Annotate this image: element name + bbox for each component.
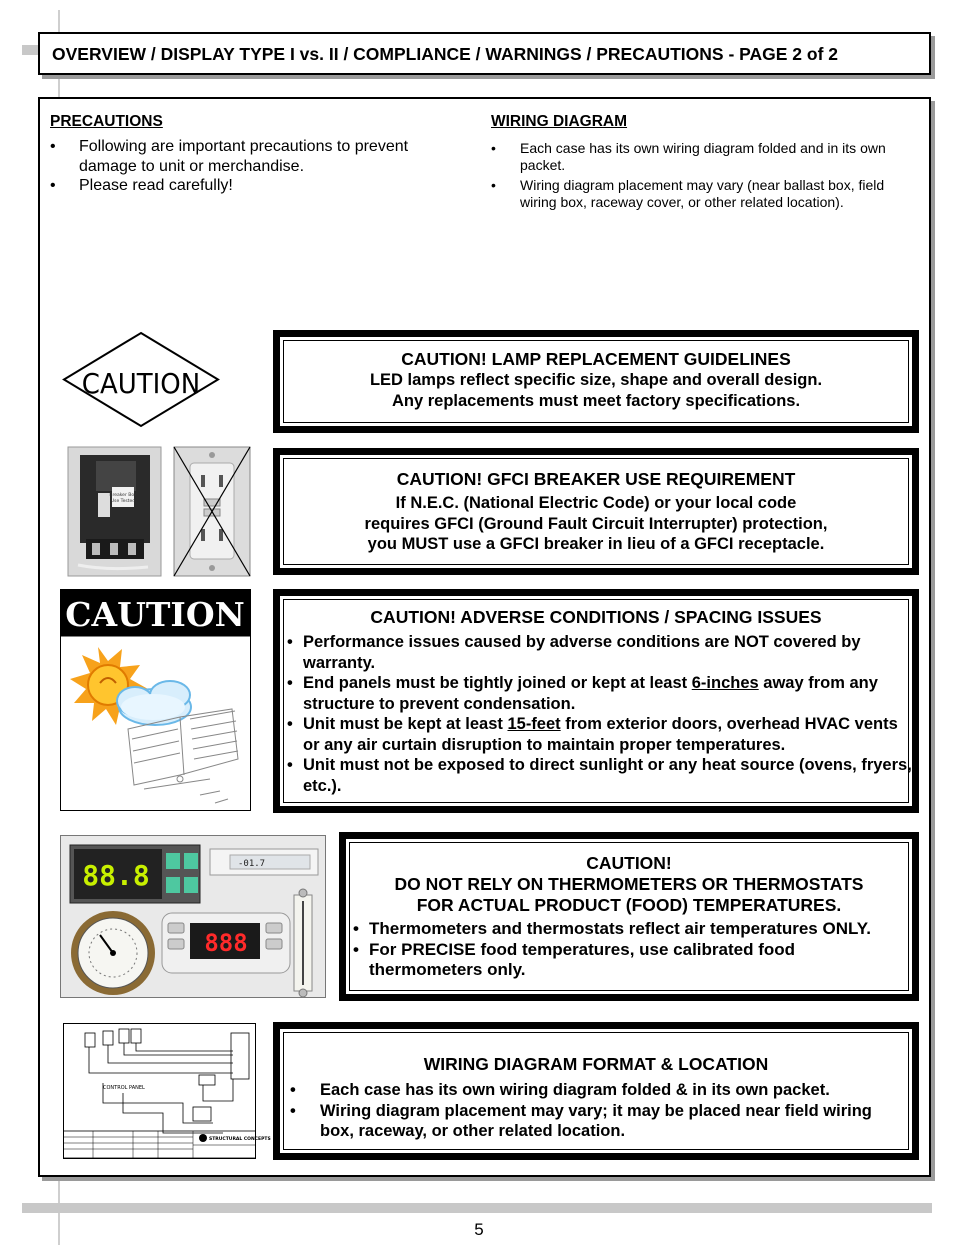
thermo-box-title xyxy=(346,853,912,916)
adverse-conditions-caution-box xyxy=(273,589,919,813)
wiring-box-list xyxy=(290,1080,910,1142)
wiring-diagram-heading: WIRING DIAGRAM xyxy=(491,113,628,130)
wiring-box-title-text: WIRING DIAGRAM FORMAT & LOCATION xyxy=(423,1054,769,1074)
wiring-diagram-thumbnail xyxy=(63,1023,271,1159)
adverse-item: • Performance issues caused by adverse conditions are NOT covered by warranty. xyxy=(287,632,913,673)
adverse-conditions-illustration xyxy=(60,589,251,811)
bottom-rule xyxy=(22,1203,932,1213)
lamp-box-text xyxy=(280,348,912,411)
red-display-text: 888 xyxy=(204,929,248,957)
adverse-box-list xyxy=(287,632,913,796)
small-thermostat-text: -01.7 xyxy=(238,859,266,869)
precaution-item: • Please read carefully! xyxy=(50,176,460,196)
lamp-replacement-caution-box xyxy=(273,330,919,433)
small-thermostat-icon xyxy=(210,849,318,875)
precaution-item: • Following are important precautions to prevent damage to unit or merchandise. xyxy=(50,137,460,176)
adverse-item xyxy=(287,714,913,755)
page-number: 5 xyxy=(474,1220,484,1239)
wiring-box-title xyxy=(280,1053,912,1075)
adverse-item-text: away from any structure to prevent condensation. xyxy=(303,674,878,713)
thermo-box-line: CAUTION! xyxy=(586,853,672,873)
precautions-heading: PRECAUTIONS xyxy=(50,113,163,130)
thermo-box-line: DO NOT RELY ON THERMOMETERS OR THERMOSTATS xyxy=(394,874,864,894)
wiring-diagram-list xyxy=(491,140,921,214)
thermostat-photos xyxy=(60,835,326,998)
wiring-format-item: • Each case has its own wiring diagram folded & in its own packet. xyxy=(290,1080,910,1101)
thermo-item: • For PRECISE food temperatures, use calibrated food thermometers only. xyxy=(353,940,913,981)
lamp-box-line: LED lamps reflect specific size, shape and overall design. xyxy=(369,371,823,389)
digital-controller-icon xyxy=(70,845,200,903)
gfci-breaker-photo xyxy=(68,447,161,576)
adverse-item: • Unit must not be exposed to direct sunlight or any heat source (ovens, fryers, etc.). xyxy=(287,755,913,796)
adverse-box-title xyxy=(280,606,912,628)
caution-sign-text: CAUTION xyxy=(81,368,201,401)
red-display-controller-icon xyxy=(162,913,290,973)
control-panel-label: CONTROL PANEL xyxy=(103,1085,145,1091)
caution-diamond-sign xyxy=(62,332,220,427)
controller-display-text: 88.8 xyxy=(82,859,150,892)
wiring-format-box xyxy=(273,1022,919,1160)
adverse-box-title-text: CAUTION! ADVERSE CONDITIONS / SPACING ISSUES xyxy=(370,607,822,627)
gfci-box-text xyxy=(280,468,912,555)
thermo-box-line: FOR ACTUAL PRODUCT (FOOD) TEMPERATURES. xyxy=(416,895,842,915)
thermo-item: • Thermometers and thermostats reflect air temperatures ONLY. xyxy=(353,919,913,940)
gfci-requirement-caution-box xyxy=(273,448,919,575)
page-title: OVERVIEW / DISPLAY TYPE I vs. II / COMPLIANCE / WARNINGS / PRECAUTIONS - PAGE 2 of 2 xyxy=(52,44,839,64)
thermo-box-list xyxy=(353,919,913,981)
dial-thermometer-icon xyxy=(71,911,155,995)
wiring-thumb-logo: STRUCTURAL CONCEPTS xyxy=(209,1137,271,1142)
lamp-box-line: Any replacements must meet factory specifications. xyxy=(391,391,801,410)
adverse-item-text: End panels must be tightly joined or kept at least xyxy=(303,674,692,692)
tube-thermometer-icon xyxy=(294,889,312,997)
page-header-box xyxy=(38,32,931,75)
gfci-receptacle-crossed-icon xyxy=(174,447,250,576)
adverse-item-underlined: 6-inches xyxy=(691,674,759,692)
wiring-format-item: • Wiring diagram placement may vary; it may be placed near field wiring box, raceway, or other related location. xyxy=(290,1101,910,1142)
precautions-list xyxy=(50,137,460,196)
adverse-item-text: Unit must be kept at least xyxy=(303,715,508,733)
adverse-item-text: from exterior doors, overhead HVAC vents or any air curtain disruption to maintain proper temperatures. xyxy=(303,715,898,754)
lamp-box-title: CAUTION! LAMP REPLACEMENT GUIDELINES xyxy=(401,349,791,369)
gfci-box-title: CAUTION! GFCI BREAKER USE REQUIREMENT xyxy=(396,469,796,489)
gfci-box-line: you MUST use a GFCI breaker in lieu of a GFCI receptacle. xyxy=(367,535,825,553)
gfci-box-line: If N.E.C. (National Electric Code) or your local code xyxy=(395,494,797,512)
wiring-item: • Wiring diagram placement may vary (near ballast box, field wiring box, raceway cover, or other related location). xyxy=(491,177,921,211)
gfci-box-line: requires GFCI (Ground Fault Circuit Interrupter) protection, xyxy=(364,514,828,533)
thermometer-caution-box xyxy=(339,832,919,1001)
caution-banner-text: CAUTION xyxy=(65,595,245,634)
adverse-item-underlined: 15-feet xyxy=(507,715,561,733)
breaker-label-text: Use Tested xyxy=(110,499,136,504)
adverse-item xyxy=(287,673,913,714)
breaker-label-text: Breaker Box xyxy=(109,493,137,498)
wiring-item: • Each case has its own wiring diagram folded and in its own packet. xyxy=(491,140,921,174)
